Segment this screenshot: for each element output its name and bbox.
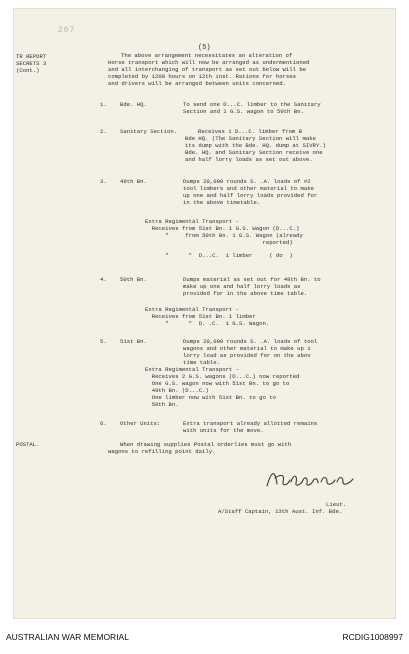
item-unit: Bde. HQ. — [120, 101, 147, 108]
extra-transport-line: Receives from 51st Bn. 1 G.S. Wagon (D...C.) — [145, 225, 300, 232]
item-unit: 50th Bn. — [120, 276, 147, 283]
item-line: Dumps 20,000 rounds S. .A. loads of tool — [183, 338, 318, 345]
intro-line: The above arrangement necessitates an alteration of — [121, 52, 293, 59]
item-line: Section and 1 G.S. wagon to 50th Bn. — [183, 108, 304, 115]
margin-ref-line: SECRETS 3 — [16, 60, 47, 67]
extra-transport-line: 49th Bn. (D...C.) — [145, 387, 209, 394]
extra-transport-line: Receives from 51st Bn. 1 limber — [145, 313, 256, 320]
intro-line: and drivers will be arranged between units concerned. — [108, 80, 286, 87]
item-line: time table. — [183, 359, 220, 366]
extra-transport-line: " " D. .C. 1 G.S. Wagon. — [145, 320, 270, 327]
page-stamp: 207 — [58, 26, 76, 35]
item-line: lorry load as provided for on the abov — [183, 352, 311, 359]
item-line: provided for in the above time table. — [183, 290, 308, 297]
extra-transport-line: Extra Regimental Transport - — [145, 218, 239, 225]
intro-line: Horse transport which will now be arranged as undermentioned — [108, 59, 310, 66]
margin-ref-line: TR REPORT — [16, 53, 47, 60]
extra-transport-line: reported) — [145, 239, 293, 246]
item-number: 4. — [100, 276, 107, 283]
item-line: Receives 1 D...C. limber from B — [198, 128, 303, 135]
footer-record-id: RCDIG1008997 — [342, 632, 403, 642]
footer-institution: AUSTRALIAN WAR MEMORIAL — [6, 632, 129, 642]
item-line: its dump with the Bde. HQ. dump at SIVRY.) — [185, 142, 326, 149]
item-line: Bde. HQ. and Sanitary Section receive one — [185, 149, 323, 156]
item-line: in the above timetable. — [183, 199, 261, 206]
extra-transport-line: " from 50th Bn. 1 G.S. Wagon (already — [145, 232, 303, 239]
extra-transport-line: " " D...C. 1 limber ( do ) — [145, 252, 293, 259]
extra-transport-line: Extra Regimental Transport - — [145, 366, 239, 373]
item-number: 5. — [100, 338, 107, 345]
signature-title: A/Staff Captain, 13th Aust. Inf. Bde. — [218, 508, 343, 515]
intro-line: and all interchanging of transport as set out below will be — [108, 66, 307, 73]
item-number: 1. — [100, 101, 107, 108]
document-page — [13, 8, 396, 619]
item-line: tool limbers and other material to make — [183, 185, 314, 192]
extra-transport-line: One G.S. wagon now with 51st Bn. to go to — [145, 380, 290, 387]
item-line: Bde HQ. (The Sanitary Section will make — [185, 135, 316, 142]
extra-transport-line: One limber now with 51st Bn. to go to — [145, 394, 276, 401]
handwritten-signature — [263, 464, 358, 492]
item-line: Dumps material as set out for 49th Bn. to — [183, 276, 321, 283]
item-unit: Sanitary Section. — [120, 128, 178, 135]
item-line: Extra transport already allotted remains — [183, 420, 318, 427]
item-line: To send one D...C. limber to the Sanitary — [183, 101, 321, 108]
item-number: 2. — [100, 128, 107, 135]
margin-ref-line: (Cont.) — [16, 67, 40, 74]
signature-rank: Lieut. — [326, 501, 347, 508]
extra-transport-line: Receives 2 G.S. wagons (D...C.) now reported — [145, 373, 300, 380]
postal-label: POSTAL. — [16, 441, 40, 448]
item-line: up one and half lorry loads provided for — [183, 192, 318, 199]
item-line: wagons and other material to make up 1 — [183, 345, 311, 352]
item-line: make up one and half lorry loads as — [183, 283, 301, 290]
item-line: and half lorry loads as set out above. — [185, 156, 313, 163]
item-unit: 49th Bn. — [120, 178, 147, 185]
item-number: 6. — [100, 420, 107, 427]
item-unit: 51st Bn. — [120, 338, 147, 345]
item-number: 3. — [100, 178, 107, 185]
intro-line: completed by 1200 hours on 12th inst. Rations for horses — [108, 73, 296, 80]
item-unit: Other Units: — [120, 420, 161, 427]
extra-transport-line: Extra Regimental Transport - — [145, 306, 239, 313]
page-number: (5) — [198, 44, 211, 52]
postal-line: When drawing supplies Postal orderlies must go with — [120, 441, 292, 448]
extra-transport-line: 50th Bn. — [145, 401, 179, 408]
item-line: Dumps 20,000 rounds S. .A. loads of #2 — [183, 178, 311, 185]
postal-line: wagons to refilling point daily. — [108, 448, 216, 455]
item-line: with units for the move. — [183, 427, 264, 434]
